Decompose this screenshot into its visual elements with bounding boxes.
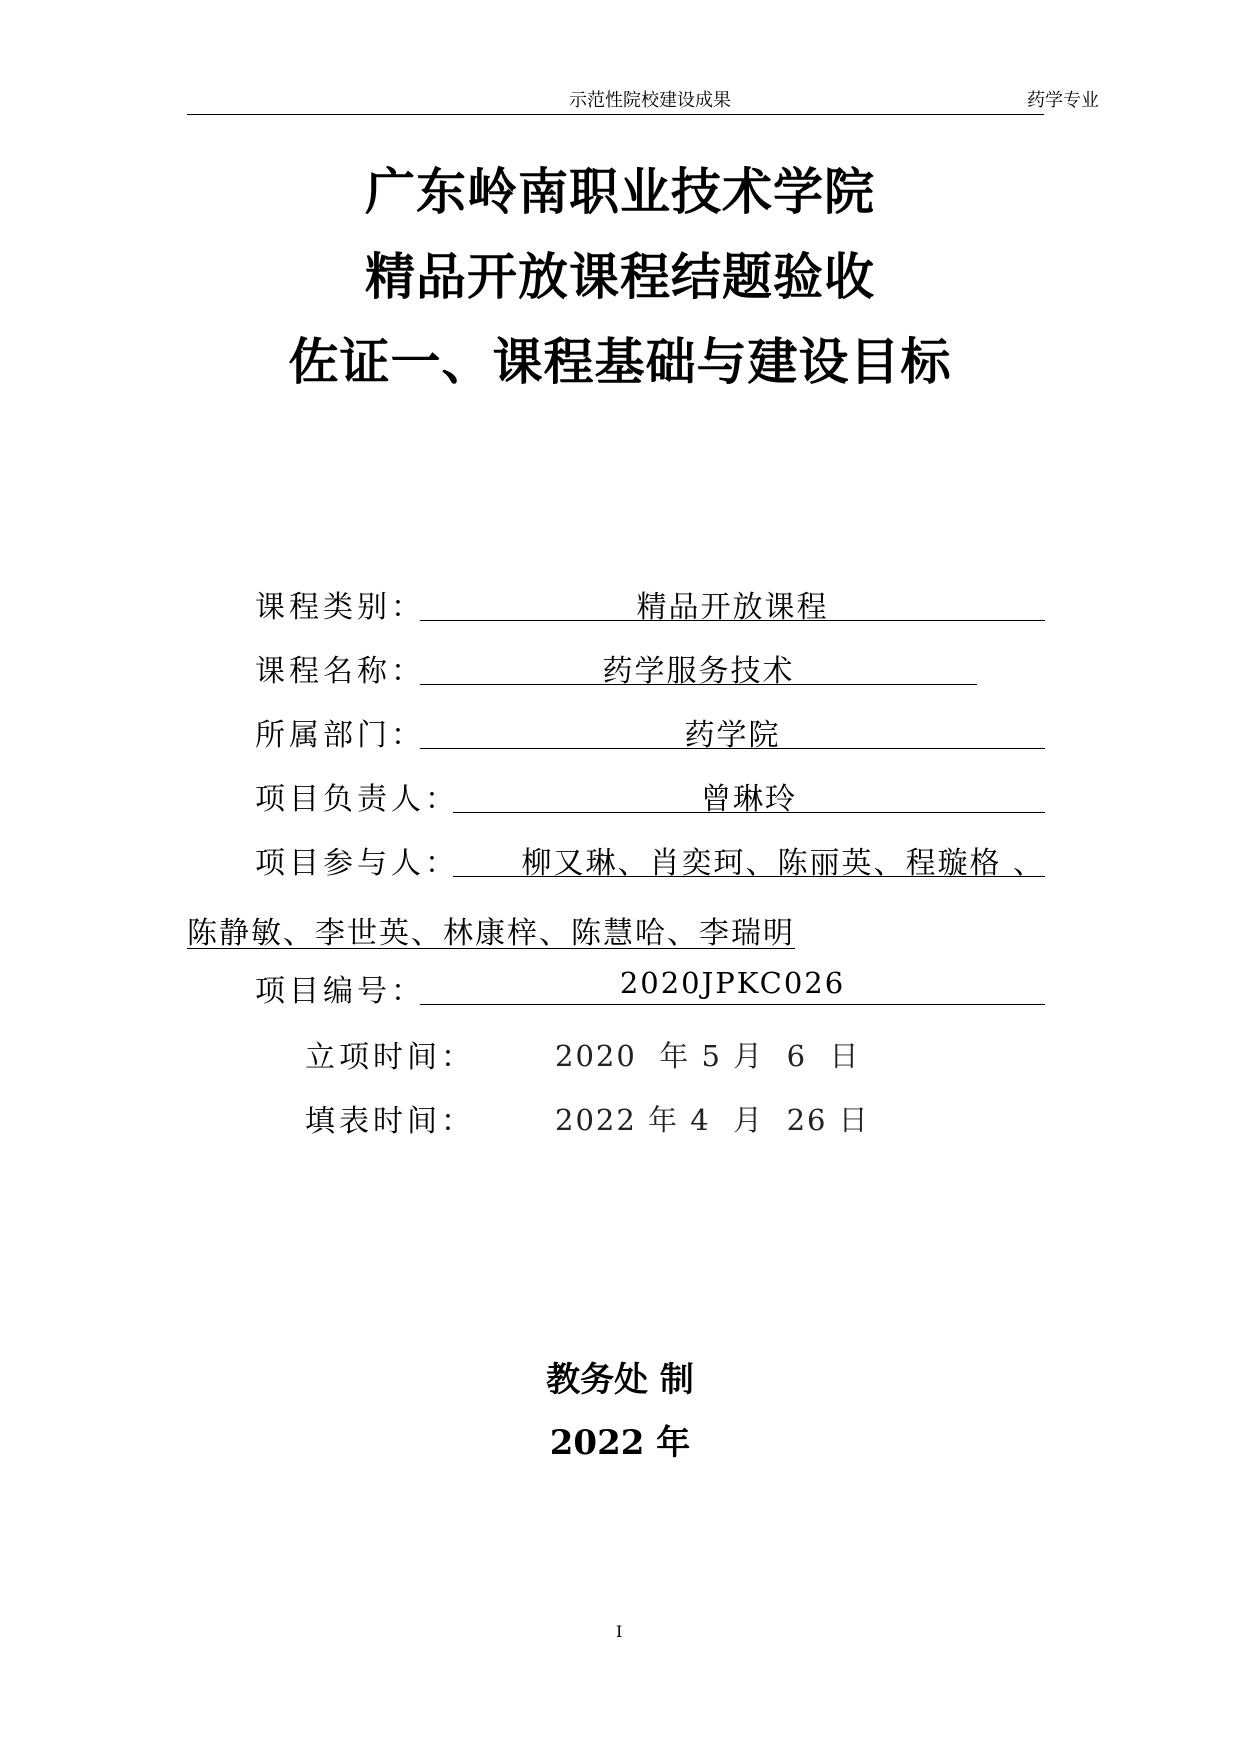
department-value: 药学院 xyxy=(420,710,1045,749)
course-category-label: 课程类别： xyxy=(255,590,425,625)
project-number-label: 项目编号： xyxy=(255,974,425,1009)
field-course-category xyxy=(255,582,1045,626)
department-label: 所属部门： xyxy=(255,718,425,753)
field-approval-date xyxy=(305,1032,905,1076)
project-leader-label: 项目负责人： xyxy=(255,782,459,817)
project-leader-value: 曾琳玲 xyxy=(453,774,1045,813)
course-name-value: 药学服务技术 xyxy=(420,646,977,685)
project-participants-value-line2: 陈静敏、李世英、林康梓、陈慧哈、李瑞明 xyxy=(187,908,795,949)
issue-year: 2022 年 xyxy=(549,1423,691,1463)
field-project-participants xyxy=(255,838,1045,882)
header-center-text: 示范性院校建设成果 xyxy=(569,90,731,111)
field-filled-date xyxy=(305,1096,905,1140)
project-number-value: 2020JPKC026 xyxy=(420,966,1045,1005)
issuer-org: 教务处 制 xyxy=(546,1360,694,1400)
filled-date-label: 填表时间： xyxy=(305,1104,475,1139)
field-project-leader xyxy=(255,774,1045,818)
field-course-name xyxy=(255,646,1045,690)
title-line-3: 佐证一、课程基础与建设目标 xyxy=(288,332,952,391)
course-category-value: 精品开放课程 xyxy=(420,582,1045,621)
running-header xyxy=(187,86,1099,114)
project-participants-value-line1: 柳又琳、肖奕珂、陈丽英、程璇格 、 xyxy=(453,838,1045,877)
title-line-1: 广东岭南职业技术学院 xyxy=(365,162,875,221)
filled-date-value: 2022 年 4 月 26 日 xyxy=(555,1103,870,1137)
header-rule xyxy=(187,114,1044,115)
approval-date-value: 2020 年 5 月 6 日 xyxy=(555,1039,861,1073)
page-number: I xyxy=(616,1622,623,1641)
field-project-number xyxy=(255,966,1045,1010)
title-line-2: 精品开放课程结题验收 xyxy=(365,247,875,306)
course-name-label: 课程名称： xyxy=(255,654,425,689)
project-participants-label: 项目参与人： xyxy=(255,846,459,881)
approval-date-label: 立项时间： xyxy=(305,1040,475,1075)
field-department xyxy=(255,710,1045,754)
header-right-text: 药学专业 xyxy=(1027,90,1099,111)
